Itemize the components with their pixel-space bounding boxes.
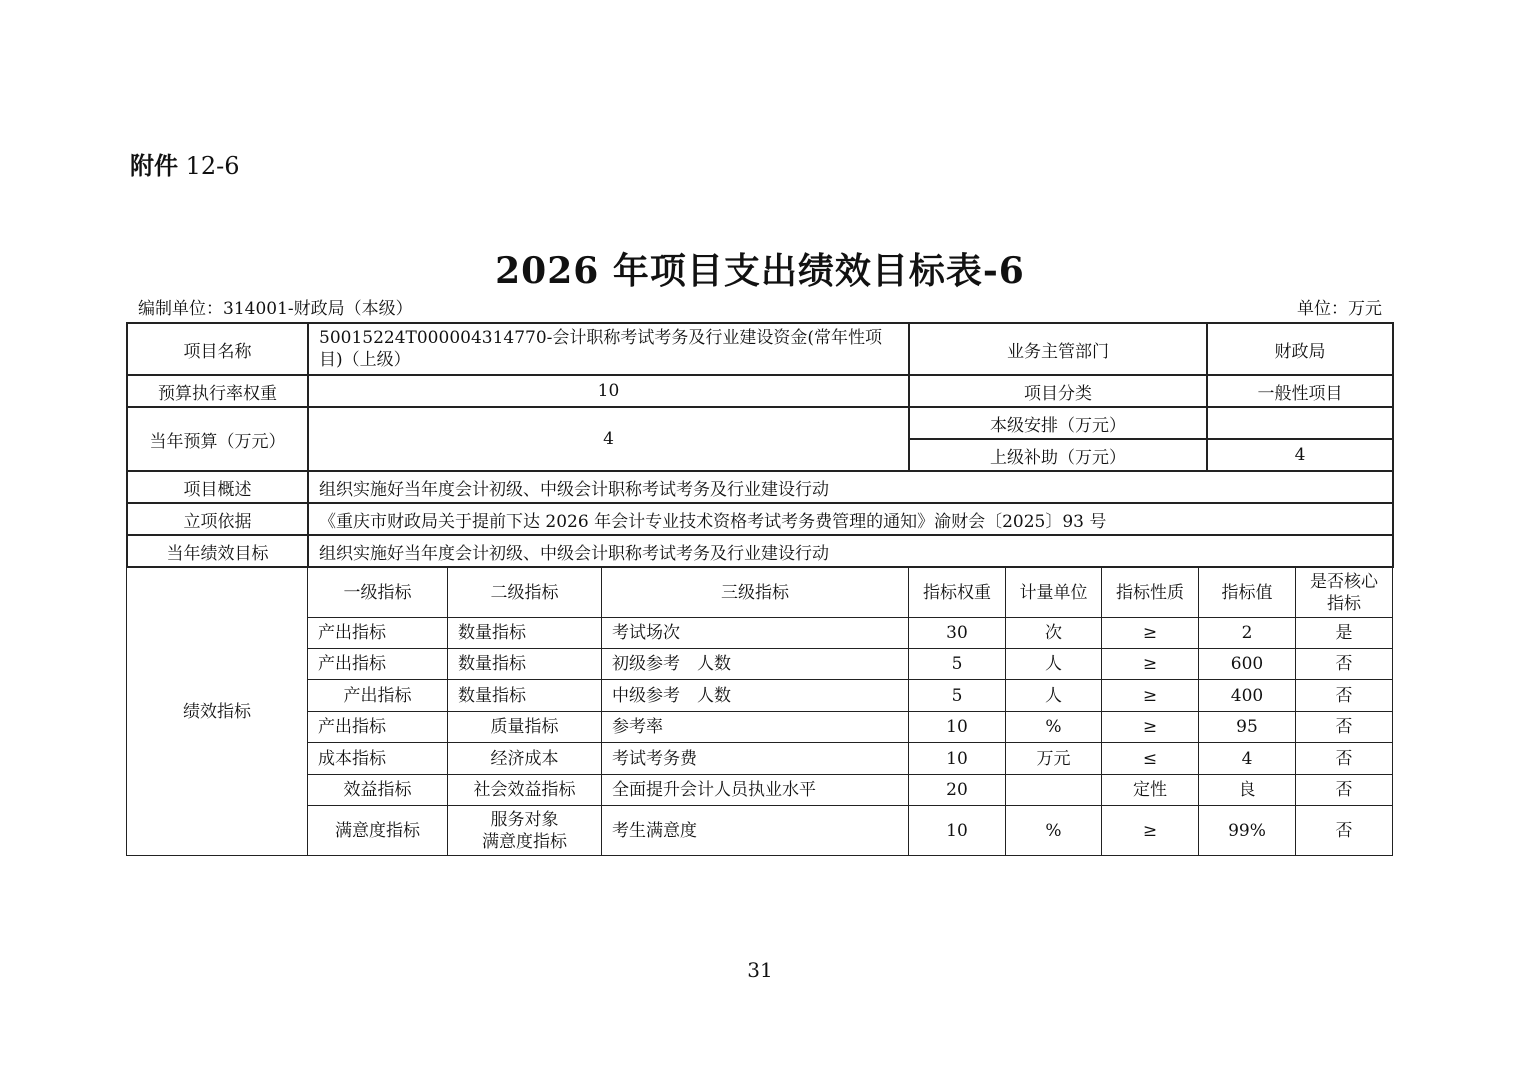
basis-value: 《重庆市财政局关于提前下达 2026 年会计专业技术资格考试考务费管理的通知》渝财会〔2025〕93 号: [308, 503, 1393, 535]
indicators-table: [126, 567, 1393, 856]
compiler-unit: 编制单位：314001-财政局（本级）: [138, 299, 413, 319]
page-number: 31: [747, 958, 773, 982]
header-core: 是否核心 指标: [1296, 568, 1393, 618]
upper-value: 4: [1207, 439, 1393, 471]
header-nature: 指标性质: [1102, 568, 1199, 618]
table-row: 效益指标 社会效益指标 全面提升会计人员执业水平 20 定性 良 否: [127, 775, 1393, 806]
header-level2: 二级指标: [448, 568, 602, 618]
project-name: 50015224T000004314770-会计职称考试考务及行业建设资金(常年性项目)（上级）: [308, 323, 909, 375]
budget-weight-value: 10: [308, 375, 909, 407]
local-value: [1207, 407, 1393, 439]
indicators-section-label: 绩效指标: [127, 568, 308, 856]
upper-label: 上级补助（万元）: [909, 439, 1207, 471]
header-unit: 计量单位: [1006, 568, 1102, 618]
overview-label: 项目概述: [127, 471, 308, 503]
dept-value: 财政局: [1207, 323, 1393, 375]
attachment-label: 附件 12-6: [130, 152, 240, 180]
header-level1: 一级指标: [308, 568, 448, 618]
goal-value: 组织实施好当年度会计初级、中级会计职称考试考务及行业建设行动: [308, 535, 1393, 567]
goal-label: 当年绩效目标: [127, 535, 308, 567]
budget-value: 4: [308, 407, 909, 471]
project-info-table: [126, 322, 1394, 568]
budget-weight-label: 预算执行率权重: [127, 375, 308, 407]
page-title: 2026 年项目支出绩效目标表-6: [495, 250, 1025, 292]
header-value: 指标值: [1199, 568, 1296, 618]
table-row: 产出指标 数量指标 初级参考 人数 5 人 ≥ 600 否: [127, 649, 1393, 680]
local-label: 本级安排（万元）: [909, 407, 1207, 439]
table-row: 产出指标 数量指标 中级参考 人数 5 人 ≥ 400 否: [127, 680, 1393, 712]
category-value: 一般性项目: [1207, 375, 1393, 407]
overview-value: 组织实施好当年度会计初级、中级会计职称考试考务及行业建设行动: [308, 471, 1393, 503]
table-row: 产出指标 数量指标 考试场次 30 次 ≥ 2 是: [127, 618, 1393, 649]
basis-label: 立项依据: [127, 503, 308, 535]
header-weight: 指标权重: [909, 568, 1006, 618]
header-level3: 三级指标: [602, 568, 909, 618]
table-row: 产出指标 质量指标 参考率 10 % ≥ 95 否: [127, 712, 1393, 743]
budget-label: 当年预算（万元）: [127, 407, 308, 471]
currency-unit: 单位：万元: [1297, 299, 1382, 319]
table-row: 满意度指标 服务对象 满意度指标 考生满意度 10 % ≥ 99% 否: [127, 806, 1393, 856]
table-row: 成本指标 经济成本 考试考务费 10 万元 ≤ 4 否: [127, 743, 1393, 775]
dept-label: 业务主管部门: [909, 323, 1207, 375]
project-name-label: 项目名称: [127, 323, 308, 375]
category-label: 项目分类: [909, 375, 1207, 407]
